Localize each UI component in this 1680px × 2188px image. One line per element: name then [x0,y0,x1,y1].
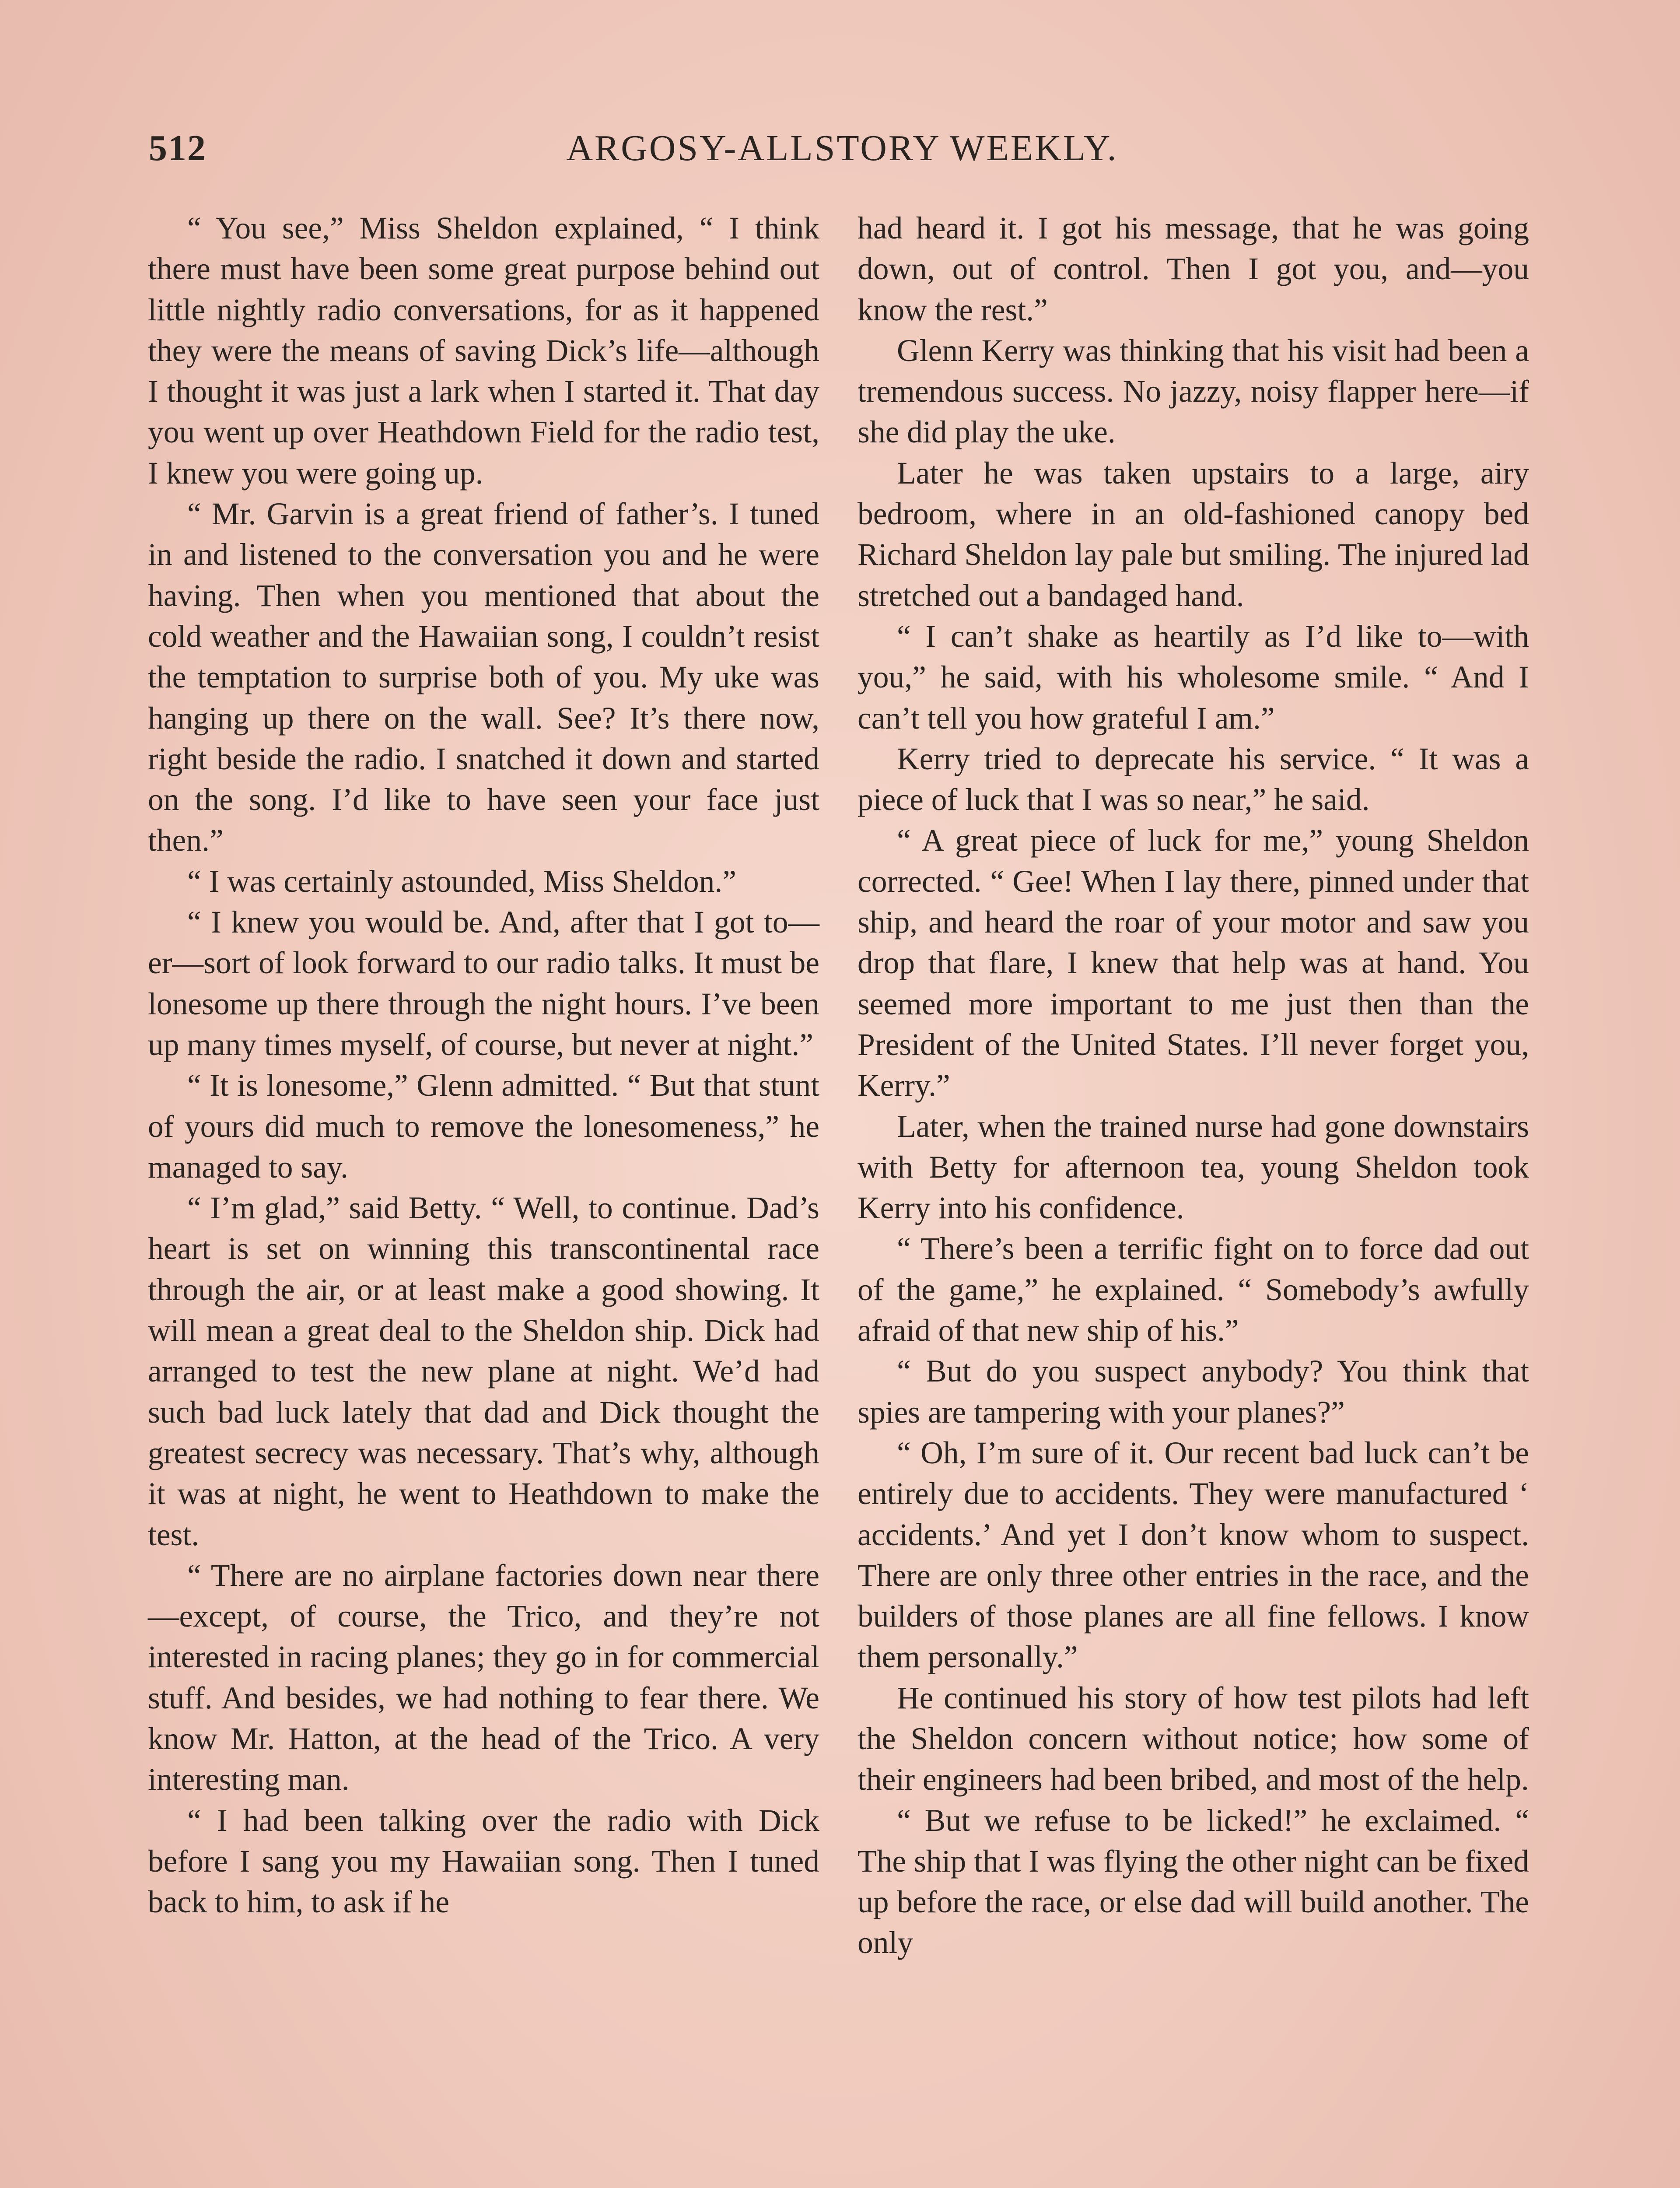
paragraph: “ Mr. Garvin is a great friend of father’s. I tuned in and listened to the conversation you and he were having. Then when you mentioned that about the cold weather and the Hawaiian song, I couldn’t resist the temptation to surprise both of you. My uke was hanging up there on the wall. See? It’s there now, right beside the radio. I snatched it down and started on the song. I’d like to have seen your face just then.” [148,497,819,858]
paragraph: “ There are no airplane factories down near there—except, of course, the Trico, and they’re not interested in racing planes; they go in for commercial stuff. And besides, we had nothing to fear there. We know Mr. Hatton, at the head of the Trico. A very interesting man. [148,1558,819,1797]
paragraph: “ A great piece of luck for me,” young Sheldon corrected. “ Gee! When I lay there, pinned under that ship, and heard the roar of your motor and saw you drop that flare, I knew that help was at hand. You seemed more important to me just then than the President of the United States. I’ll never forget you, Kerry.” [858,823,1529,1103]
right-column [858,208,1529,1964]
paragraph: “ Oh, I’m sure of it. Our recent bad luck can’t be entirely due to accidents. They were manufactured ‘ accidents.’ And yet I don’t know whom to suspect. There are only three other entries in the race, and the builders of those planes are all fine fellows. I know them personally.” [858,1435,1529,1675]
paragraph: “ You see,” Miss Sheldon explained, “ I think there must have been some great purpose behind out little nightly radio conversations, for as it happened they were the means of saving Dick’s life—although I thought it was just a lark when I started it. That day you went up over Heathdown Field for the radio test, I knew you were going up. [148,211,819,491]
left-column [148,208,819,1922]
paragraph: Later he was taken upstairs to a large, airy bedroom, where in an old-fashioned canopy bed Richard Sheldon lay pale but smiling. The injured lad stretched out a bandaged hand. [858,456,1529,613]
paragraph: “ I was certainly astounded, Miss Sheldon.” [187,864,736,899]
paragraph: “ It is lonesome,” Glenn admitted. “ But that stunt of yours did much to remove the lonesomeness,” he managed to say. [148,1068,819,1185]
paragraph: “ There’s been a terrific fight on to force dad out of the game,” he explained. “ Somebody’s awfully afraid of that new ship of his.” [858,1231,1529,1348]
paragraph: “ I knew you would be. And, after that I got to—er—sort of look forward to our radio talks. It must be lonesome up there through the night hours. I’ve been up many times myself, of course, but never at night.” [148,905,819,1062]
page-number: 512 [149,128,206,168]
paragraph: Glenn Kerry was thinking that his visit had been a tremendous success. No jazzy, noisy flapper here—if she did play the uke. [858,333,1529,450]
paragraph: He continued his story of how test pilots had left the Sheldon concern without notice; how some of their engineers had been bribed, and most of the help. [858,1680,1529,1797]
paragraph: “ But we refuse to be licked!” he exclaimed. “ The ship that I was flying the other night can be fixed up before the race, or else dad will build another. The only [858,1803,1529,1960]
paragraph: Later, when the trained nurse had gone downstairs with Betty for afternoon tea, young Sheldon took Kerry into his confidence. [858,1109,1529,1226]
paragraph: “ I can’t shake as heartily as I’d like to—with you,” he said, with his wholesome smile. “ And I can’t tell you how grateful I am.” [858,619,1529,736]
page-header [149,127,1536,179]
paragraph: “ I had been talking over the radio with Dick before I sang you my Hawaiian song. Then I tuned back to him, to ask if he [148,1803,819,1920]
paragraph: “ I’m glad,” said Betty. “ Well, to continue. Dad’s heart is set on winning this transcontinental race through the air, or at least make a good showing. It will mean a great deal to the Sheldon ship. Dick had arranged to test the new plane at night. We’d had such bad luck lately that dad and Dick thought the greatest secrecy was necessary. That’s why, although it was at night, he went to Heathdown to make the test. [148,1191,819,1552]
paragraph: had heard it. I got his message, that he was going down, out of control. Then I got you, and—you know the rest.” [858,211,1529,327]
paragraph: “ But do you suspect anybody? You think that spies are tampering with your planes?” [858,1354,1529,1430]
paragraph: Kerry tried to deprecate his service. “ It was a piece of luck that I was so near,” he said. [858,741,1529,817]
running-head: ARGOSY-ALLSTORY WEEKLY. [566,128,1118,168]
